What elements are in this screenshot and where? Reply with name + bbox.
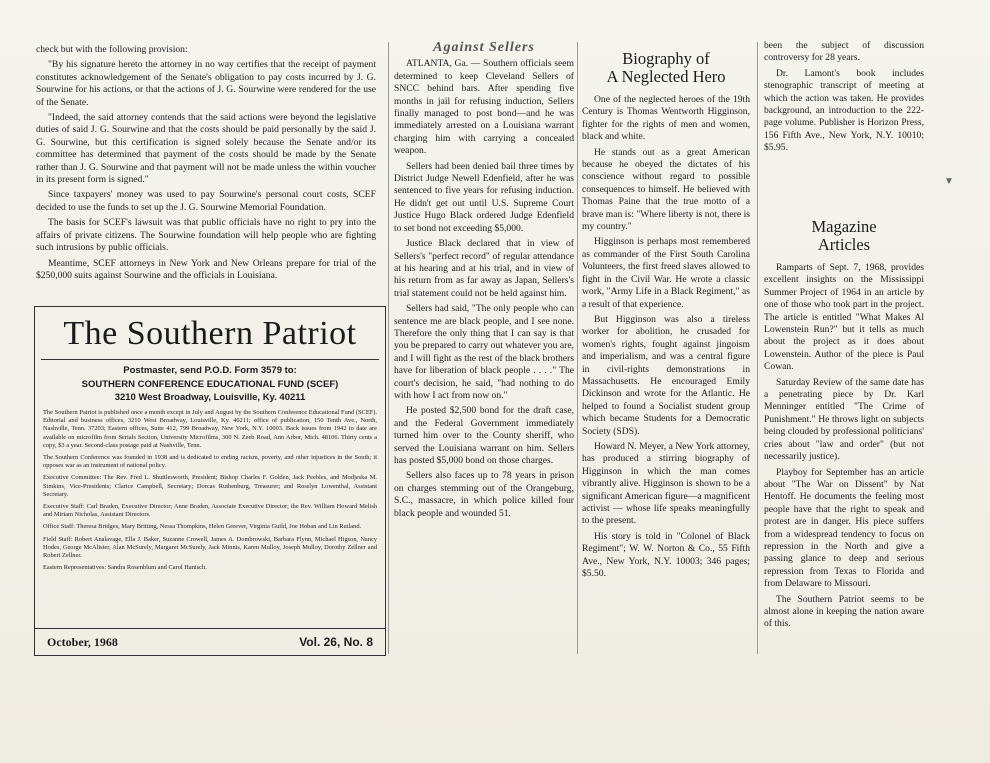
paragraph: One of the neglected heroes of the 19th Century is Thomas Wentworth Higginson, fighter for the rights of men and women, black and white. xyxy=(582,94,750,143)
sellers-article xyxy=(394,40,574,523)
issue-bar xyxy=(35,628,385,655)
executive-committee: Executive Committee: The Rev. Fred L. Shuttlesworth, President; Bishop Charles F. Golden, Jack Peebles, and Modjeska M. Simkins, Vice-Presidents; Clarice Campbell, Secretary; Dorcas Ruthenburg, Treasurer; and Rosslyn Lowenthal, Assistant Secretary. xyxy=(43,474,377,498)
paragraph: Higginson is perhaps most remembered as commander of the First South Carolina Volunteers, the first freed slaves allowed to fight in the Civil War. He wrote a classic work, "Army Life in a Black Regiment," as a result of that experience. xyxy=(582,236,750,310)
article-kicker: Against Sellers xyxy=(433,40,535,55)
paragraph: "Indeed, the said attorney contends that the said actions were beyond the legislative duties of said J. G. Sourwine and that the costs should be paid personally by the said J. G. Sourwine, but this certification is signed solely because the Senate and/or its committee has determined that payment of the costs should be made by the Senate rather than J. G. Sourwine and that payment will not be made unless the within voucher in its present form is signed." xyxy=(36,112,376,186)
paragraph: ATLANTA, Ga. — Southern officials seem determined to keep Cleveland Sellers of SNCC behind bars. After spending five months in jail for refusing induction, Sellers finally managed to post bond—and he was immediately arrested on a Louisiana warrant charging him with carrying a concealed weapon. xyxy=(394,58,574,157)
higginson-review xyxy=(582,40,750,583)
article-headline xyxy=(582,50,750,86)
paragraph: Saturday Review of the same date has a penetrating piece by Dr. Karl Menninger entitled "The Crime of Punishment." He throws light on subjects being clouded by professional politicians' cries about "law and order" (but not necessarily justice). xyxy=(764,376,924,463)
paragraph: Since taxpayers' money was used to pay Sourwine's personal court costs, SCEF decided to use the funds to set up the J. G. Sourwine Memorial Foundation. xyxy=(36,189,376,213)
paragraph: Sellers had said, "The only people who can sentence me are black people, and I see none. Therefore the only thing that I can say is that you be prepared to carry out whatever you are, and I will fight as the rest of the black brothers have for liberation of black people . . . ." The court's decision, he said, "had nothing to do with how I act from now on." xyxy=(394,303,574,401)
paragraph: But Higginson was also a tireless worker for abolition, he crusaded for women's rights, fought against jingoism and imperialism, and was a central figure in civil-rights demonstrations in Massachusetts. He encouraged Emily Dickinson and wrote for the Atlantic. He helped to found a Socialist student group which became Students for a Democratic Society (SDS). xyxy=(582,313,750,437)
headline-line: A Neglected Hero xyxy=(606,67,726,86)
paragraph: Sellers also faces up to 78 years in prison on charges stemming out of the Orangeburg, S.C., massacre, in which police killed four black people and wounded 51. xyxy=(394,470,574,519)
issue-volume: Vol. 26, No. 8 xyxy=(299,635,373,649)
marker-icon: ▼ xyxy=(944,176,954,187)
column-rule xyxy=(388,42,389,654)
divider xyxy=(41,359,379,360)
sourwine-article-continuation xyxy=(36,44,376,285)
paragraph: Sellers had been denied bail three times by District Judge Newell Edenfield, after he was sentenced to five years for refusing induction. He didn't get out until U.S. Supreme Court Justice Hugo Black ordered Judge Edenfield to set bond not exceeding $5,000. xyxy=(394,160,574,234)
paragraph: His story is told in "Colonel of Black Regiment"; W. W. Norton & Co., 55 Fifth Ave., New York, N.Y. 10003; 346 pages; $5.50. xyxy=(582,530,750,580)
paragraph: The basis for SCEF's lawsuit was that public officials have no right to pry into the affairs of private citizens. The Sourwine foundation will help people who are fighting such intrusions by public officials. xyxy=(36,217,376,254)
paragraph: Ramparts of Sept. 7, 1968, provides excellent insights on the Mississippi Summer Project of 1964 in an article by one of those who took part in the project. The article is entitled "What Makes Al Lowenstein Run?" but it tells as much about the project as it does about Lowenstein. Author of the piece is Paul Cowan. xyxy=(764,262,924,373)
paragraph: The Southern Patriot seems to be almost alone in keeping the nation aware of this. xyxy=(764,593,924,630)
article-headline xyxy=(764,218,924,254)
field-staff: Field Staff: Robert Analavage, Ella J. Baker, Suzanne Crowell, James A. Dombrowski, Barbara Flynn, Michael Higson, Nancy Hodes, George McAlister, Alan McSurely, Margaret McSurely, Jack Minnis, Karen Mulloy, Joseph Mulloy, Dorothy Zellner and Robert Zellner. xyxy=(43,535,377,560)
postmaster-line: Postmaster, send P.O.D. Form 3579 to: xyxy=(123,365,297,376)
magazine-articles xyxy=(764,208,924,634)
founding-statement: The Southern Conference was founded in 1938 and is dedicated to ending racism, poverty, and other injustices in the South; it opposes war as an instrument of national policy. xyxy=(43,454,377,470)
masthead-title: The Southern Patriot xyxy=(63,315,357,352)
org-name: SOUTHERN CONFERENCE EDUCATIONAL FUND (SCEF) xyxy=(81,379,339,390)
office-staff: Office Staff: Theresa Bridges, Mary Britting, Nessa Thompkins, Helen Greever, Virginia Guild, Joe Hoban and Lin Rutland. xyxy=(43,523,362,531)
paragraph: Justice Black declared that in view of Sellers's "perfect record" of regular attendance at his hearing and at his trial, and in view of his return from as far away as Japan, Sellers's trial statement could not be held against him. xyxy=(394,238,574,299)
paragraph: Meantime, SCEF attorneys in New York and New Orleans prepare for trial of the $250,000 suits against Sourwine and the officials in Louisiana. xyxy=(36,257,376,281)
paragraph: Playboy for September has an article about "The War on Dissent" by Nat Hentoff. He documents the feeling most people have that the right to speak and protest are in danger. His piece suffers from a widespread tendency to focus on repression in the North and give a passing glance to deep and serious repression from Texas to Florida and from Delaware to Missouri. xyxy=(764,466,924,590)
paragraph: He stands out as a great American because he obeyed the dictates of his conscience without regard to possible consequences to himself. He believed with Thomas Paine that the true motto of a brave man is: "Where liberty is not, there is my country." xyxy=(582,146,750,233)
paragraph: Howard N. Meyer, a New York attorney, has produced a stirring biography of Higginson in which the man comes vibrantly alive. Higginson is shown to be a significant American figure—a magnificent activist — whose life speaks meaningfully to the present. xyxy=(582,440,750,527)
issue-date: October, 1968 xyxy=(47,634,118,649)
executive-staff: Executive Staff: Carl Braden, Executive Director; Anne Braden, Associate Executive Director; the Rev. William Howard Melish and Miriam Nicholas, Assistant Directors. xyxy=(43,503,377,519)
masthead-box xyxy=(34,306,386,656)
paragraph: He posted $2,500 bond for the draft case, and the Federal Government immediately turned him over to the County sheriff, who served the Louisiana warrant on him. Sellers has posted $5,000 bond on those charges. xyxy=(394,405,574,466)
paragraph: been the subject of discussion controversy for 28 years. xyxy=(764,40,924,64)
paragraph: check but with the following provision: xyxy=(36,44,188,55)
eastern-representatives: Eastern Representatives: Sandra Rosenblum and Carol Hanisch. xyxy=(43,564,207,572)
headline-line: Articles xyxy=(817,235,871,254)
headline-line: Magazine xyxy=(811,217,877,236)
lamont-book-continuation xyxy=(764,40,924,158)
column-rule xyxy=(757,42,758,654)
paragraph: Dr. Lamont's book includes stenographic transcript of meeting at which the action was taken. He provides background, an introduction to the 222-page volume. Publisher is Horizon Press, 156 Fifth Ave., New York, N.Y. 10010; $5.95. xyxy=(764,67,924,154)
column-rule xyxy=(577,42,578,654)
headline-line: Biography of xyxy=(622,49,710,68)
org-address: 3210 West Broadway, Louisville, Ky. 40211 xyxy=(114,392,306,403)
paragraph: "By his signature hereto the attorney in no way certifies that the receipt of payment constitutes acknowledgement of the Senate's obligation to pay costs incurred by J. G. Sourwine for his actions, or that the actions of J. G. Sourwine were rendered for the use of the Senate. xyxy=(36,59,376,108)
publication-info: The Southern Patriot is published once a month except in July and August by the Southern Conference Educational Fund (SCEF). Editorial and business offices, 3210 West Broadway, Louisville, Ky. 40211; office of publication, 150 Tenth Ave., North, Nashville, Tenn. 37203; Eastern offices, Suite 412, 799 Broadway, New York, N.Y. 10003. Back issues from 1942 to date are available on microfilm from Serials Section, University Microfilms, 300 N. Zeeb Road, Ann Arbor, Mich. 48106. Thirty cents a copy, $3 a year. Second-class postage paid at Nashville, Tenn. xyxy=(43,409,377,449)
